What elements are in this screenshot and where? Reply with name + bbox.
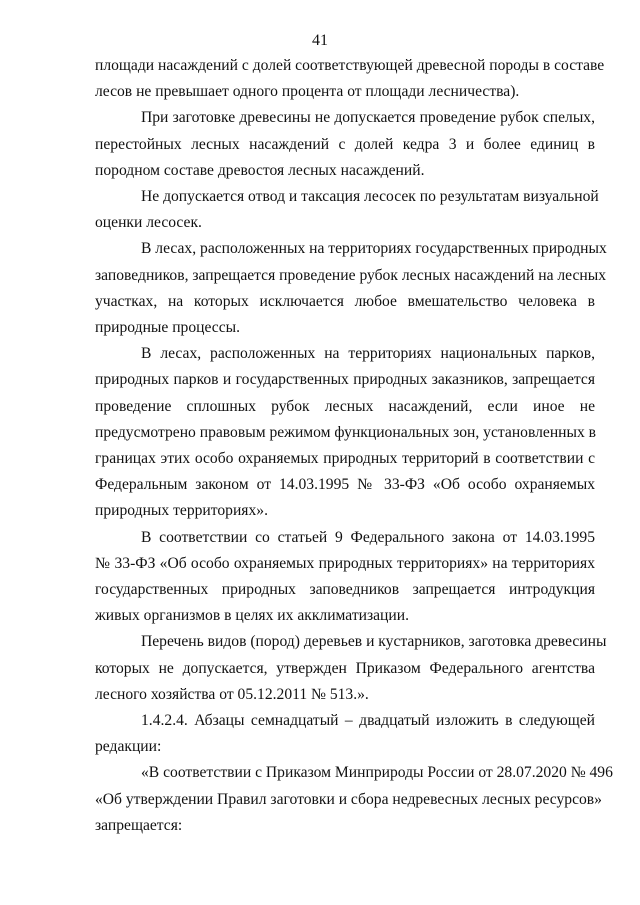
paragraph-species-list — [95, 629, 607, 708]
text-line: перестойных лесных насаждений с долей кедра 3 и более единиц в — [95, 135, 595, 153]
text-line: «Об утверждении Правил заготовки и сбора недревесных лесных ресурсов» — [95, 790, 602, 808]
text-line: участках, на которых исключается любое вмешательство человека в — [95, 292, 595, 310]
text-line: В лесах, расположенных на территориях государственных природных — [141, 240, 607, 258]
text-line: породном составе древостоя лесных насаждений. — [95, 161, 425, 179]
text-line: природных территориях». — [95, 502, 268, 520]
text-line: живых организмов в целях их акклиматизации. — [95, 607, 409, 625]
text-line: Перечень видов (пород) деревьев и кустарников, заготовка древесины — [141, 633, 607, 651]
text-line: В соответствии со статьей 9 Федерального закона от 14.03.1995 — [141, 528, 595, 546]
text-line: оценки лесосек. — [95, 214, 202, 232]
text-line: 1.4.2.4. Абзацы семнадцатый – двадцатый изложить в следующей — [141, 712, 595, 730]
text-line: государственных природных заповедников запрещается интродукция — [95, 581, 595, 599]
text-line: При заготовке древесины не допускается проведение рубок спелых, — [141, 109, 595, 127]
text-line: природные процессы. — [95, 319, 241, 337]
text-line: которых не допускается, утвержден Приказом Федерального агентства — [95, 659, 595, 677]
page-number: 41 — [312, 32, 328, 49]
paragraph-reserves — [95, 236, 607, 341]
paragraph-cedar-restriction — [95, 105, 595, 184]
paragraph-visual-assessment — [95, 184, 599, 236]
text-line: Федеральным законом от 14.03.1995 № 33-ФЗ «Об особо охраняемых — [95, 476, 595, 494]
text-line: площади насаждений с долей соответствующей древесной породы в составе — [95, 57, 605, 74]
text-line: лесов не превышает одного процента от площади лесничества). — [95, 83, 520, 101]
text-line: предусмотрено правовым режимом функциональных зон, установленных в — [95, 423, 597, 441]
paragraph-order-496 — [95, 760, 613, 839]
paragraph-amendment-1-4-2-4 — [95, 708, 595, 760]
paragraph-article-9 — [95, 525, 595, 630]
text-line: границах этих особо охраняемых природных территорий в соответствии с — [95, 450, 595, 468]
paragraph-continuation — [95, 53, 605, 105]
text-line: лесного хозяйства от 05.12.2011 № 513.». — [95, 685, 369, 703]
text-line: природных парков и государственных природных заказников, запрещается — [95, 371, 595, 389]
text-line: проведение сплошных рубок лесных насаждений, если иное не — [95, 397, 595, 415]
text-line: № 33-ФЗ «Об особо охраняемых природных территориях» на территориях — [95, 554, 595, 572]
text-line: редакции: — [95, 738, 162, 756]
text-line: В лесах, расположенных на территориях национальных парков, — [141, 345, 595, 363]
text-line: Не допускается отвод и таксация лесосек по результатам визуальной — [141, 188, 599, 206]
text-line: запрещается: — [95, 816, 183, 834]
text-line: заповедников, запрещается проведение рубок лесных насаждений на лесных — [95, 266, 607, 284]
text-line: «В соответствии с Приказом Минприроды России от 28.07.2020 № 496 — [141, 764, 613, 782]
paragraph-national-parks — [95, 341, 595, 524]
document-body — [95, 53, 613, 839]
